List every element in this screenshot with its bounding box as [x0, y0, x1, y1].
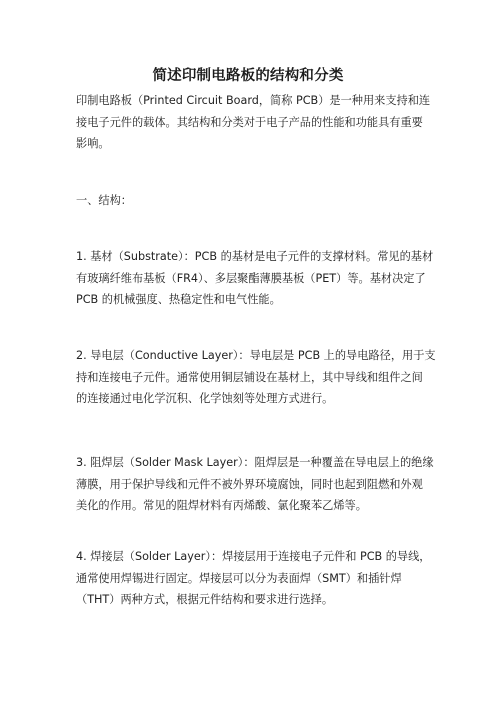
- intro-line: 影响。: [76, 137, 110, 150]
- item-line: 2. 导电层（Conductive Layer）：导电层是 PCB 上的导电路径，用于支: [76, 349, 436, 362]
- item-line: PCB 的机械强度、热稳定性和电气性能。: [76, 293, 281, 306]
- intro-line: 印制电路板（Printed Circuit Board，简称 PCB）是一种用来支持和连: [76, 94, 431, 107]
- intro-paragraph: [76, 90, 431, 155]
- item-line: （THT）两种方式，根据元件结构和要求进行选择。: [76, 593, 334, 606]
- item-line: 4. 焊接层（Solder Layer）：焊接层用于连接电子元件和 PCB 的导线，: [76, 550, 431, 563]
- item-line: 美化的作用。常见的阻焊材料有丙烯酸、氯化聚苯乙烯等。: [76, 499, 367, 512]
- structure-item-substrate: [76, 246, 434, 311]
- item-line: 持和连接电子元件。通常使用铜层铺设在基材上，其中导线和组件之间: [76, 370, 423, 384]
- item-line: 1. 基材（Substrate）：PCB 的基材是电子元件的支撑材料。常见的基材: [76, 250, 434, 263]
- item-line: 的连接通过电化学沉积、化学蚀刻等处理方式进行。: [76, 392, 334, 405]
- intro-line: 接电子元件的载体。其结构和分类对于电子产品的性能和功能具有重要: [76, 115, 423, 129]
- section-heading: [76, 190, 428, 212]
- structure-item-solder-mask-layer: [76, 452, 434, 517]
- section-heading-text: 一、结构：: [76, 194, 132, 207]
- item-line: 3. 阻焊层（Solder Mask Layer）：阻焊层是一种覆盖在导电层上的绝缘: [76, 456, 434, 469]
- item-line: 有玻璃纤维布基板（FR4）、多层聚酯薄膜基板（PET）等。基材决定了: [76, 271, 426, 285]
- item-line: 薄膜，用于保护导线和元件不被外界环境腐蚀，同时也起到阻燃和外观: [76, 477, 423, 491]
- structure-item-solder-layer: [76, 546, 431, 611]
- item-line: 通常使用焊锡进行固定。焊接层可以分为表面焊（SMT）和插针焊: [76, 571, 402, 585]
- document-title: 简述印制电路板的结构和分类: [152, 68, 344, 84]
- structure-item-conductive-layer: [76, 345, 436, 410]
